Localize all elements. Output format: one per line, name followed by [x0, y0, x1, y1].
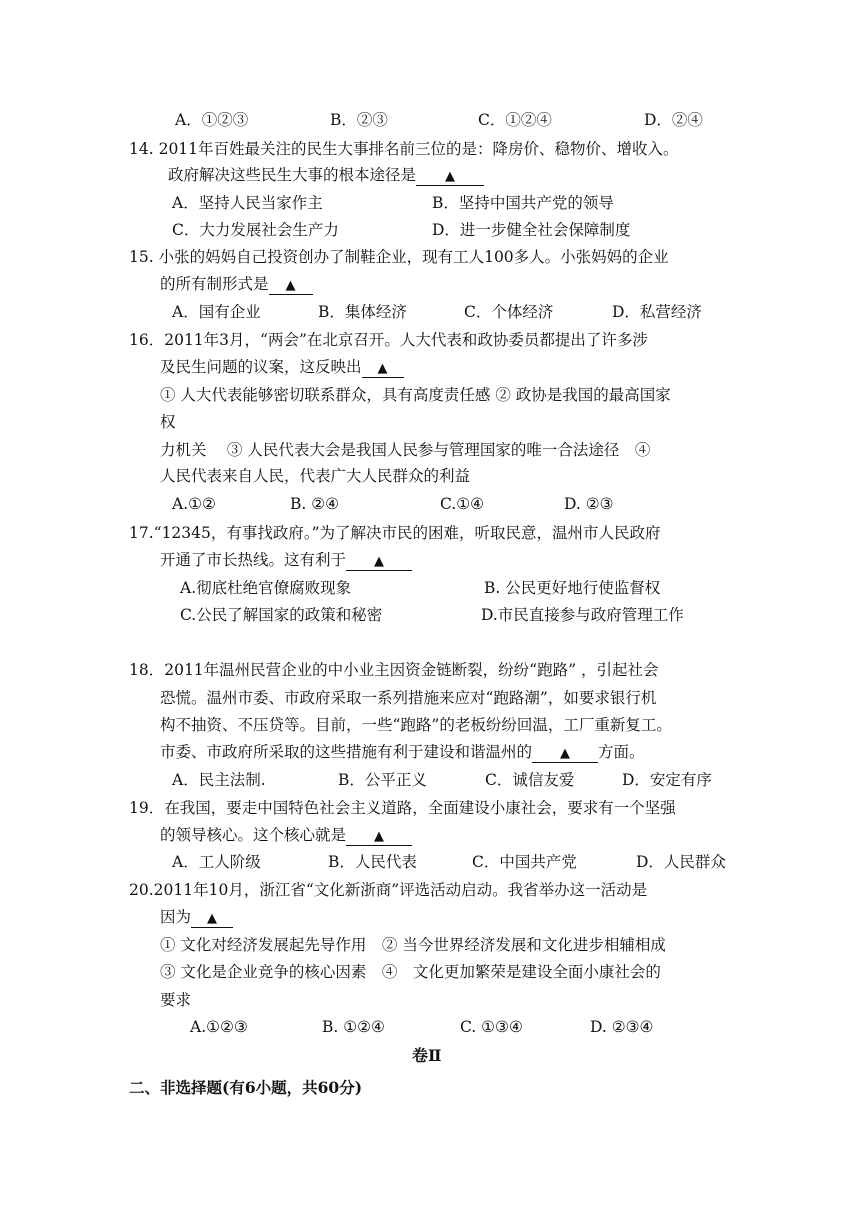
q14-answer-blank[interactable]: ▲	[416, 169, 484, 186]
q13-option-b[interactable]: B．②③	[330, 111, 388, 129]
q20-option-c[interactable]: C. ①③④	[460, 1018, 523, 1036]
q17-option-d[interactable]: D.市民直接参与政府管理工作	[481, 606, 684, 624]
q18-stem-text: 市委、市政府所采取的这些措施有利于建设和谐温州的	[160, 743, 533, 761]
q16-option-a[interactable]: A.①②	[172, 495, 216, 513]
q18-stem-line-2: 恐慌。温州市委、市政府采取一系列措施来应对“跑路潮”，如要求银行机	[160, 689, 657, 707]
q13-option-c[interactable]: C．①②④	[478, 111, 552, 129]
q18-option-d[interactable]: D．安定有序	[622, 771, 712, 789]
q16-stem-text: 及民生问题的议案，这反映出	[160, 358, 362, 376]
q20-statement-line-3: 要求	[160, 991, 192, 1009]
q14-stem-line-1: 14. 2011年百姓最关注的民生大事排名前三位的是：降房价、稳物价、增收入。	[129, 140, 679, 158]
q19-stem-line-1: 19．在我国，要走中国特色社会主义道路，全面建设小康社会，要求有一个坚强	[129, 799, 676, 817]
q15-stem-text: 的所有制形式是	[160, 275, 269, 293]
q19-stem-text: 的领导核心。这个核心就是	[160, 826, 347, 844]
q15-option-b[interactable]: B．集体经济	[318, 303, 407, 321]
q17-stem-line-1: 17.“12345，有事找政府。”为了解决市民的困难，听取民意，温州市人民政府	[129, 524, 661, 542]
q18-stem-line-3: 构不抽资、不压贷等。目前，一些“跑路”的老板纷纷回温，工厂重新复工。	[160, 716, 672, 734]
q15-stem-line-1: 15. 小张的妈妈自己投资创办了制鞋企业，现有工人100多人。小张妈妈的企业	[129, 248, 669, 266]
q18-stem-suffix: 方面。	[598, 743, 645, 761]
q16-stem-line-2	[160, 357, 404, 378]
q16-stem-line-1: 16．2011年3月，“两会”在北京召开。人大代表和政协委员都提出了许多涉	[129, 331, 648, 349]
volume-title: 卷Ⅱ	[412, 1046, 442, 1065]
q19-option-b[interactable]: B．人民代表	[328, 853, 417, 871]
q14-option-a[interactable]: A．坚持人民当家作主	[172, 194, 323, 212]
q20-option-d[interactable]: D. ②③④	[590, 1018, 654, 1036]
section-title: 二、非选择题(有6小题，共60分)	[129, 1078, 363, 1097]
q20-stem-line-1: 20.2011年10月，浙江省“文化新浙商”评选活动启动。我省举办这一活动是	[129, 881, 648, 899]
q16-statement-line-1: ① 人大代表能够密切联系群众，具有高度责任感 ② 政协是我国的最高国家	[160, 386, 671, 404]
q14-stem-line-2	[168, 165, 484, 186]
q17-stem-line-2	[160, 550, 412, 571]
q15-option-d[interactable]: D．私营经济	[612, 303, 702, 321]
q18-stem-line-1: 18．2011年温州民营企业的中小业主因资金链断裂，纷纷“跑路” ，引起社会	[129, 661, 659, 679]
q17-answer-blank[interactable]: ▲	[346, 554, 412, 571]
q18-option-a[interactable]: A．民主法制.	[172, 771, 266, 789]
q16-statement-line-2: 权	[160, 413, 176, 431]
q20-stem-line-2	[160, 907, 233, 928]
q18-answer-blank[interactable]: ▲	[532, 746, 598, 763]
q20-answer-blank[interactable]: ▲	[191, 911, 233, 928]
q13-option-a[interactable]: A．①②③	[175, 111, 249, 129]
q16-option-c[interactable]: C.①④	[440, 495, 485, 513]
q17-option-b[interactable]: B. 公民更好地行使监督权	[484, 579, 661, 597]
q19-answer-blank[interactable]: ▲	[346, 829, 412, 846]
q17-stem-text: 开通了市长热线。这有利于	[160, 551, 347, 569]
q20-stem-text: 因为	[160, 908, 192, 926]
q15-option-a[interactable]: A．国有企业	[172, 303, 261, 321]
q14-stem-text: 政府解决这些民生大事的根本途径是	[168, 166, 417, 184]
q20-statement-line-2: ③ 文化是企业竞争的核心因素 ④ 文化更加繁荣是建设全面小康社会的	[160, 963, 661, 981]
q14-option-c[interactable]: C．大力发展社会生产力	[172, 221, 339, 239]
q18-option-b[interactable]: B．公平正义	[338, 771, 427, 789]
q20-option-a[interactable]: A.①②③	[190, 1018, 248, 1036]
q20-statement-line-1: ① 文化对经济发展起先导作用 ② 当今世界经济发展和文化进步相辅相成	[160, 936, 666, 954]
q14-option-d[interactable]: D．进一步健全社会保障制度	[432, 221, 631, 239]
q18-stem-line-4	[160, 742, 645, 763]
q17-option-a[interactable]: A.彻底杜绝官僚腐败现象	[180, 579, 352, 597]
q15-option-c[interactable]: C．个体经济	[464, 303, 554, 321]
q18-option-c[interactable]: C．诚信友爱	[485, 771, 575, 789]
q16-statement-line-3: 力机关 ③ 人民代表大会是我国人民参与管理国家的唯一合法途径 ④	[160, 441, 651, 459]
q16-option-d[interactable]: D. ②③	[564, 495, 614, 513]
q16-statement-line-4: 人民代表来自人民，代表广大人民群众的利益	[160, 467, 471, 485]
q19-stem-line-2	[160, 825, 412, 846]
q15-stem-line-2	[160, 274, 313, 295]
q13-option-d[interactable]: D．②④	[644, 111, 703, 129]
q19-option-a[interactable]: A．工人阶级	[172, 853, 261, 871]
q19-option-d[interactable]: D．人民群众	[636, 853, 726, 871]
q16-option-b[interactable]: B. ②④	[290, 495, 340, 513]
q15-answer-blank[interactable]: ▲	[269, 278, 313, 295]
q16-answer-blank[interactable]: ▲	[362, 361, 404, 378]
q14-option-b[interactable]: B．坚持中国共产党的领导	[432, 194, 614, 212]
q19-option-c[interactable]: C．中国共产党	[472, 853, 577, 871]
q20-option-b[interactable]: B. ①②④	[322, 1018, 385, 1036]
q17-option-c[interactable]: C.公民了解国家的政策和秘密	[180, 606, 383, 624]
